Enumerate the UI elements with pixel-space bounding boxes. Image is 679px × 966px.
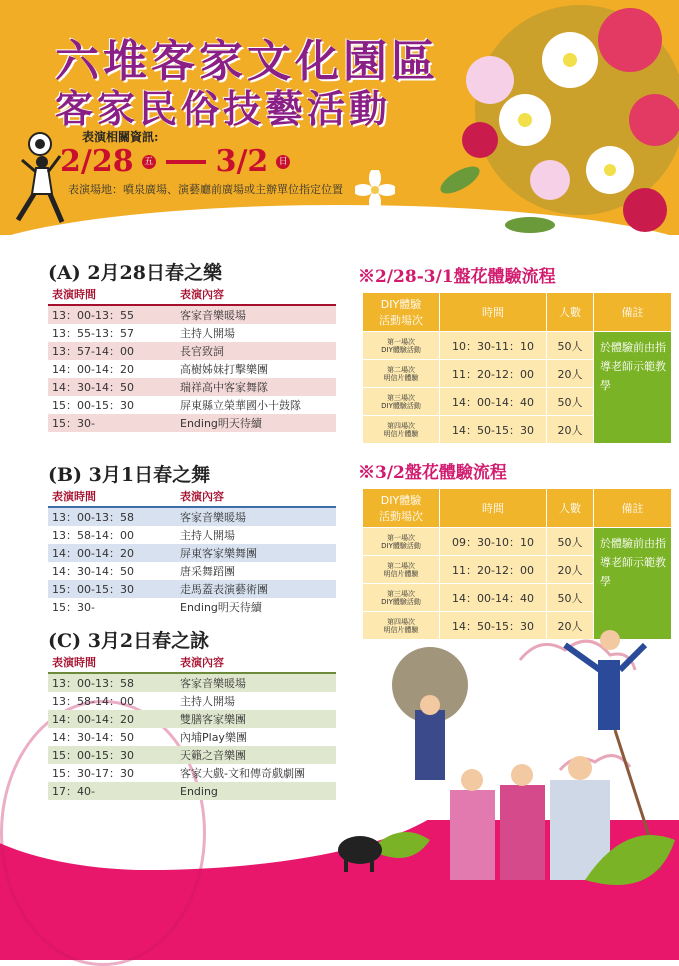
performers-illustration (330, 600, 679, 960)
schedule-b-table (48, 486, 336, 616)
content-cell: 唐采舞蹈團 (180, 565, 235, 578)
table-row (48, 507, 336, 526)
end-date: 3/2 (215, 144, 269, 179)
session-cell: 第三場次 DIY體驗活動 (363, 388, 440, 416)
table-row (48, 692, 336, 710)
column-header-session: DIY體驗 活動場次 (363, 293, 440, 332)
table-header-row (363, 293, 672, 332)
content-cell: 主持人開場 (180, 529, 235, 542)
time-cell: 15：00-15：30 (48, 746, 176, 764)
time-cell: 11：20-12：00 (440, 556, 547, 584)
table-row (48, 526, 336, 544)
column-header-count: 人數 (547, 489, 594, 528)
content-cell: 瑞祥高中客家舞隊 (176, 378, 336, 396)
table-row (48, 562, 336, 580)
column-header-time: 表演時間 (48, 486, 176, 507)
session-cell: 第三場次 DIY體驗活動 (363, 584, 440, 612)
flower-bouquet-illustration (430, 0, 679, 250)
time-cell: 15：00-15：30 (52, 399, 134, 412)
session-cell: 第四場次 明信片體驗 (363, 612, 440, 640)
content-cell: 長官致詞 (176, 342, 336, 360)
time-cell: 15：30-17：30 (52, 767, 134, 780)
table-row (48, 728, 336, 746)
content-cell: Ending明天待續 (180, 601, 262, 614)
content-cell: 主持人開場 (180, 695, 235, 708)
content-cell: 雙膳客家樂團 (176, 710, 336, 728)
time-cell: 14：50-15：30 (440, 416, 547, 444)
column-header-content: 表演內容 (176, 486, 336, 507)
time-cell: 13：57-14：00 (48, 342, 176, 360)
table-row (48, 710, 336, 728)
table-row (48, 324, 336, 342)
table-row (48, 414, 336, 432)
time-cell: 15：00-15：30 (48, 580, 176, 598)
time-cell: 14：00-14：40 (440, 388, 547, 416)
session-cell: 第一場次 DIY體驗活動 (363, 528, 440, 556)
time-cell: 09：30-10：10 (440, 528, 547, 556)
time-cell: 15：30- (52, 601, 95, 614)
diy-table-1 (362, 292, 672, 444)
content-cell: 主持人開場 (180, 327, 235, 340)
lion-dance-figure-illustration (12, 132, 67, 227)
time-cell: 14：30-14：50 (48, 378, 176, 396)
column-header-time: 表演時間 (48, 284, 176, 305)
time-cell: 14：30-14：50 (52, 565, 134, 578)
table-row (48, 580, 336, 598)
end-day-badge: 日 (276, 155, 290, 169)
time-cell: 11：20-12：00 (440, 360, 547, 388)
schedule-a-table (48, 284, 336, 432)
schedule-b-title: (B) 3月1日春之舞 (48, 464, 211, 486)
note-cell: 於體驗前由指導老師示範教學 (594, 528, 672, 640)
table-row (48, 598, 336, 616)
content-cell: 屏東縣立榮華國小十鼓隊 (180, 399, 301, 412)
column-header-time: 時間 (440, 489, 547, 528)
venue-text: 表演場地：噴泉廣場、演藝廳前廣場或主辦單位指定位置 (68, 183, 343, 196)
content-cell: 屏東客家樂舞團 (176, 544, 336, 562)
time-cell: 13：00-13：58 (48, 673, 176, 692)
column-header-count: 人數 (547, 293, 594, 332)
start-day-badge: 五 (142, 155, 156, 169)
table-row (48, 342, 336, 360)
date-dash (166, 160, 206, 164)
time-cell: 14：00-14：40 (440, 584, 547, 612)
table-row (48, 746, 336, 764)
content-cell: 高樹姊妹打擊樂團 (180, 363, 268, 376)
count-cell: 50人 (547, 388, 594, 416)
count-cell: 20人 (547, 556, 594, 584)
time-cell: 13：55-13：57 (52, 327, 134, 340)
content-cell: 天籟之音樂團 (176, 746, 336, 764)
table-row (48, 782, 336, 800)
time-cell: 14：30-14：50 (52, 731, 134, 744)
schedule-c-title: (C) 3月2日春之詠 (48, 630, 210, 652)
session-cell: 第一場次 DIY體驗活動 (363, 332, 440, 360)
content-cell: Ending明天待續 (176, 414, 336, 432)
content-cell: Ending (176, 782, 336, 800)
table-row (48, 360, 336, 378)
table-row (48, 544, 336, 562)
time-cell: 17：40- (48, 782, 176, 800)
schedule-c-table (48, 652, 336, 800)
count-cell: 20人 (547, 360, 594, 388)
page-subtitle: 客家民俗技藝活動 (55, 86, 392, 131)
time-cell: 14：00-14：20 (48, 710, 176, 728)
table-row (48, 378, 336, 396)
table-header-row (48, 284, 336, 305)
content-cell: 走馬蓋表演藝術團 (176, 580, 336, 598)
table-row (48, 673, 336, 692)
table-header-row (48, 652, 336, 673)
schedule-a-title: (A) 2月28日春之樂 (48, 262, 222, 284)
table-row (48, 764, 336, 782)
count-cell: 50人 (547, 332, 594, 360)
table-header-row (48, 486, 336, 507)
content-cell: 客家音樂暖場 (176, 305, 336, 324)
table-header-row (363, 489, 672, 528)
count-cell: 50人 (547, 528, 594, 556)
white-flower-icon (355, 170, 395, 210)
table-row (48, 396, 336, 414)
time-cell: 13：58-14：00 (52, 529, 134, 542)
page-title: 六堆客家文化園區 (55, 36, 439, 87)
diy-flow-title-2: ※3/2盤花體驗流程 (358, 463, 507, 483)
start-date: 2/28 (60, 144, 134, 179)
content-cell: 客家音樂暖場 (176, 673, 336, 692)
time-cell: 13：00-13：55 (48, 305, 176, 324)
note-cell: 於體驗前由指導老師示範教學 (594, 332, 672, 444)
diy-flow-title-1: ※2/28-3/1盤花體驗流程 (358, 267, 556, 287)
session-cell: 第四場次 明信片體驗 (363, 416, 440, 444)
column-header-content: 表演內容 (176, 652, 336, 673)
time-cell: 13：00-13：58 (48, 507, 176, 526)
table-row (48, 305, 336, 324)
count-cell: 50人 (547, 584, 594, 612)
time-cell: 15：30- (48, 414, 176, 432)
session-cell: 第二場次 明信片體驗 (363, 556, 440, 584)
performance-info-label: 表演相關資訊: (82, 130, 159, 144)
count-cell: 20人 (547, 416, 594, 444)
content-cell: 內埔Play樂團 (180, 731, 247, 744)
table-row (363, 528, 672, 556)
date-range (60, 144, 290, 179)
table-row (363, 332, 672, 360)
content-cell: 客家音樂暖場 (176, 507, 336, 526)
session-cell: 第二場次 明信片體驗 (363, 360, 440, 388)
column-header-note: 備註 (594, 293, 672, 332)
time-cell: 10：30-11：10 (440, 332, 547, 360)
column-header-time: 表演時間 (48, 652, 176, 673)
time-cell: 14：50-15：30 (440, 612, 547, 640)
count-cell: 20人 (547, 612, 594, 640)
time-cell: 14：00-14：20 (48, 544, 176, 562)
column-header-note: 備註 (594, 489, 672, 528)
content-cell: 客家大戲-文和傳奇戲劇團 (180, 767, 305, 780)
time-cell: 14：00-14：20 (52, 363, 134, 376)
column-header-content: 表演內容 (176, 284, 336, 305)
time-cell: 13：58-14：00 (52, 695, 134, 708)
column-header-session: DIY體驗 活動場次 (363, 489, 440, 528)
column-header-time: 時間 (440, 293, 547, 332)
